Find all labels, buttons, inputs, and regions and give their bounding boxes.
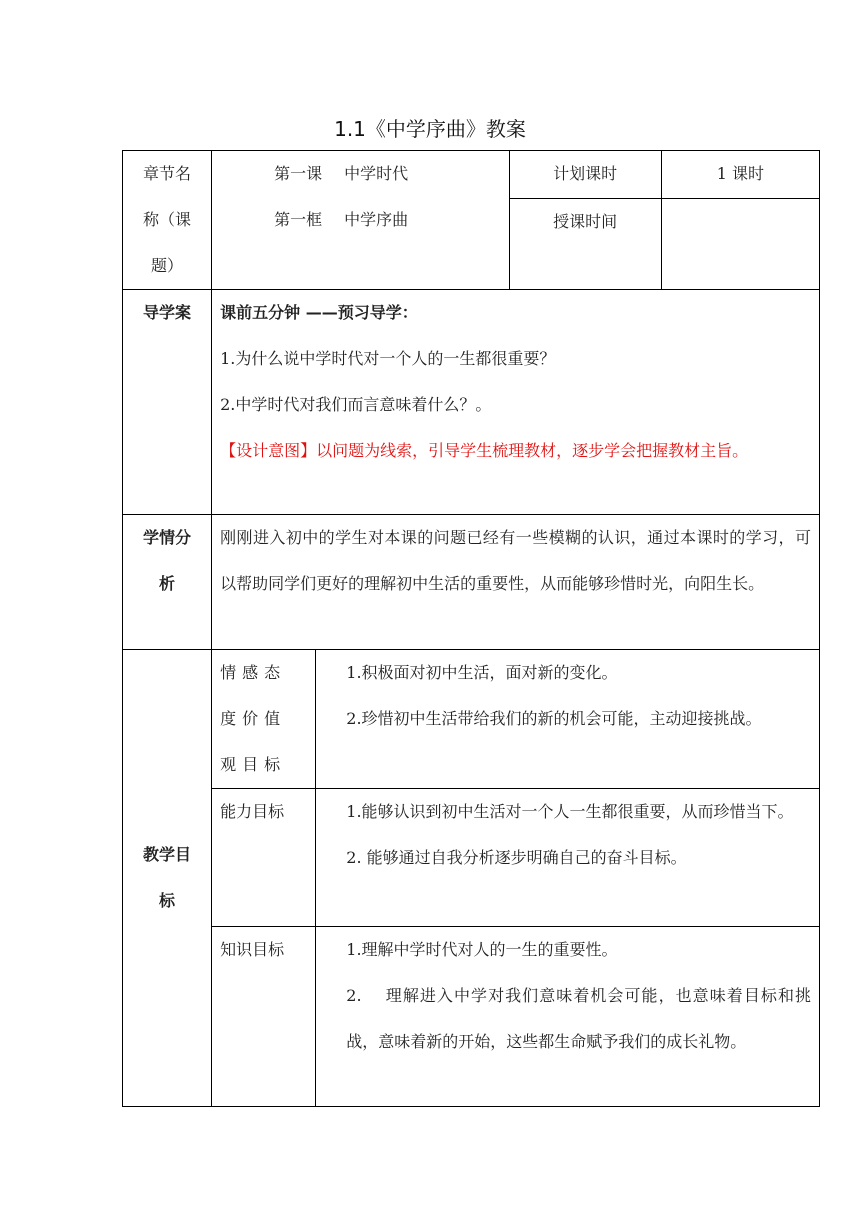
- analysis-text: 刚刚进入初中的学生对本课的问题已经有一些模糊的认识，通过本课时的学习，可以帮助同学们更好的理解初中生活的重要性，从而能够珍惜时光，向阳生长。: [212, 515, 820, 650]
- lesson-number: 第一课: [274, 164, 323, 183]
- chapter-label-line1: 章节名: [143, 164, 192, 183]
- emotion-objective-1: 1.积极面对初中生活，面对新的变化。: [346, 663, 618, 682]
- knowledge-objective-label: 知识目标: [212, 927, 316, 1107]
- guide-question-1: 1.为什么说中学时代对一个人的一生都很重要？: [220, 349, 556, 368]
- frame-number: 第一框: [274, 210, 323, 229]
- chapter-label-cell: [123, 151, 212, 290]
- analysis-label: [123, 515, 212, 650]
- lesson-plan-table: [122, 150, 820, 1107]
- emotion-objective-label: 情感态度价值观目标: [212, 650, 316, 789]
- guide-content: [212, 290, 820, 515]
- analysis-label-line2: 析: [159, 574, 176, 593]
- design-intent: 【设计意图】以问题为线索，引导学生梳理教材，逐步学会把握教材主旨。: [220, 441, 749, 460]
- objectives-label-line2: 标: [159, 891, 176, 910]
- lesson-line2: [212, 197, 508, 243]
- lesson-title-cell: [212, 151, 509, 290]
- analysis-label-line1: 学情分: [143, 528, 192, 547]
- planned-hours-value: 1 课时: [661, 151, 819, 199]
- frame-name: 中学序曲: [344, 210, 409, 229]
- ability-objective-1: 1.能够认识到初中生活对一个人一生都很重要，从而珍惜当下。: [346, 802, 794, 821]
- objectives-label-line1: 教学目: [143, 845, 192, 864]
- guide-heading: 课前五分钟 ——预习导学：: [220, 303, 418, 322]
- planned-hours-label: 计划课时: [509, 151, 661, 199]
- ability-objective-label: 能力目标: [212, 789, 316, 927]
- chapter-label-line3: 题）: [151, 256, 184, 275]
- objectives-label: [123, 650, 212, 1107]
- teaching-time-label: 授课时间: [509, 199, 661, 290]
- page-title: 1.1《中学序曲》教案: [334, 117, 526, 141]
- chapter-label-line2: 称（课: [143, 210, 192, 229]
- guide-question-2: 2.中学时代对我们而言意味着什么？。: [220, 395, 492, 414]
- emotion-objective-content: [316, 650, 820, 789]
- emotion-objective-2: 2.珍惜初中生活带给我们的新的机会可能，主动迎接挑战。: [346, 709, 762, 728]
- guide-label: 导学案: [123, 290, 212, 515]
- lesson-name: 中学时代: [344, 164, 409, 183]
- teaching-time-value: [661, 199, 819, 290]
- knowledge-objective-content: [316, 927, 820, 1107]
- ability-objective-content: [316, 789, 820, 927]
- ability-objective-2: 2. 能够通过自我分析逐步明确自己的奋斗目标。: [346, 848, 687, 867]
- knowledge-objective-2: 2. 理解进入中学对我们意味着机会可能，也意味着目标和挑战，意味着新的开始，这些都生命赋予我们的成长礼物。: [346, 986, 811, 1051]
- lesson-line1: [212, 151, 508, 197]
- knowledge-objective-1: 1.理解中学时代对人的一生的重要性。: [346, 940, 618, 959]
